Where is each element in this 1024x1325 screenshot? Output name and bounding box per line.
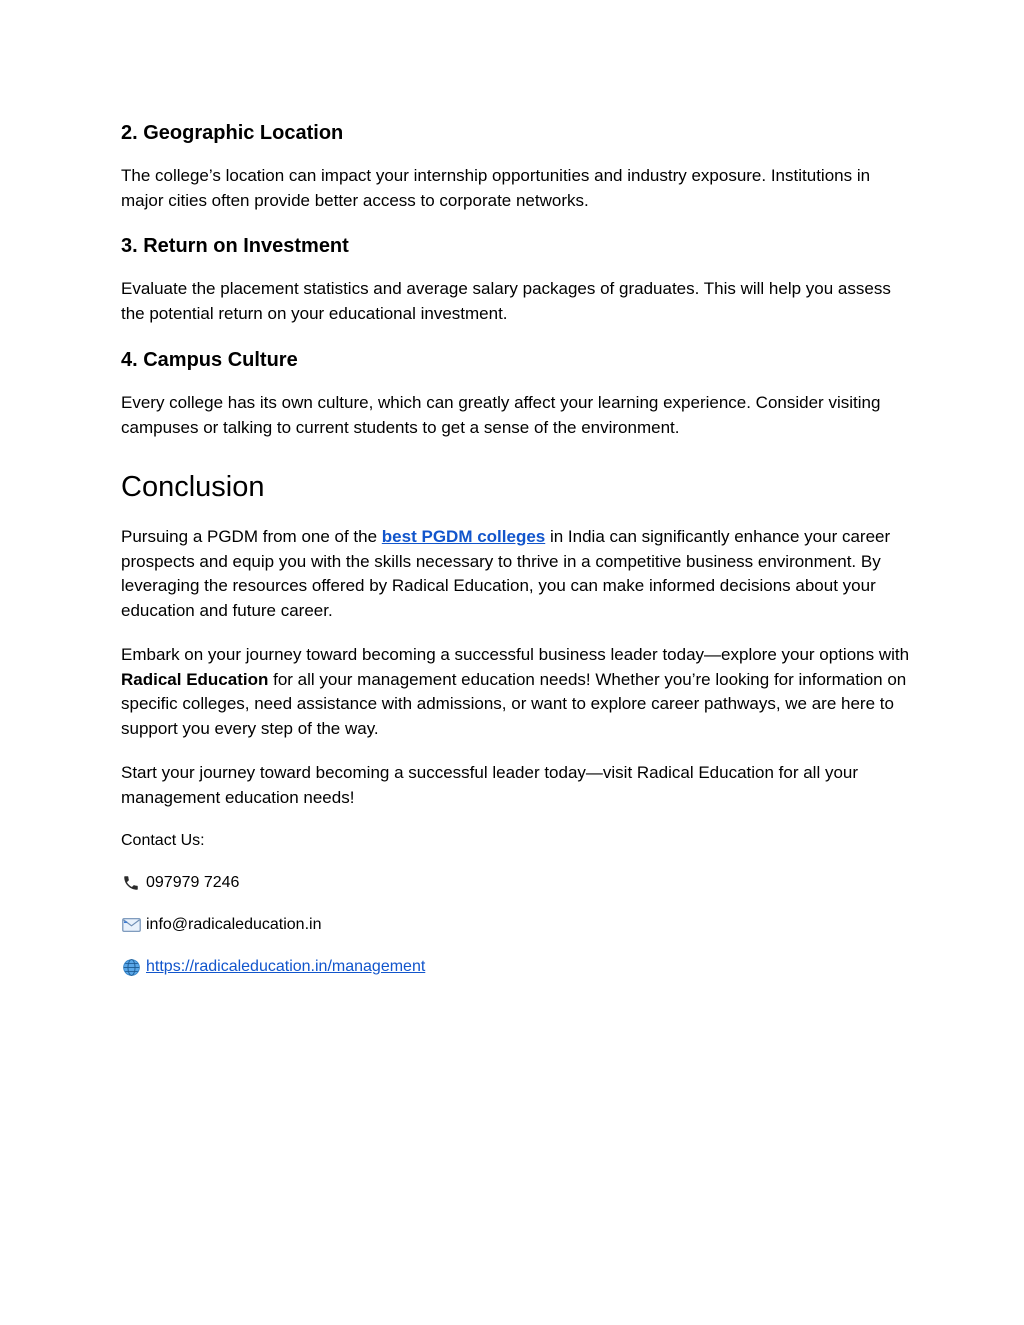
- conclusion-p2-text-before: Embark on your journey toward becoming a successful business leader today—explore your options with: [121, 645, 910, 664]
- contact-website-row: [121, 956, 911, 978]
- contact-email: info@radicaleducation.in: [146, 916, 322, 933]
- section-heading-geographic-location: 2. Geographic Location: [121, 122, 344, 144]
- contact-phone-number: 097979 7246: [146, 874, 240, 891]
- conclusion-heading: Conclusion: [121, 471, 265, 503]
- website-link[interactable]: https://radicaleducation.in/management: [146, 958, 426, 975]
- email-icon: [121, 915, 141, 935]
- conclusion-p2-text-after: for all your management education needs! Whether you’re looking for information on specific colleges, need assistance with admissions, or want to explore career pathways, we are here to support you every step of the way.: [121, 669, 907, 738]
- contact-label: Contact Us:: [121, 832, 205, 849]
- contact-email-row: [121, 914, 911, 936]
- conclusion-paragraph-2: [121, 643, 911, 741]
- best-pgdm-colleges-link[interactable]: best PGDM colleges: [381, 527, 546, 546]
- section-body-campus-culture: Every college has its own culture, which can greatly affect your learning experience. Consider visiting campuses or talking to current students to get a sense of the environment.: [121, 393, 881, 437]
- phone-icon: [121, 873, 141, 893]
- section-heading-campus-culture: 4. Campus Culture: [121, 349, 298, 371]
- conclusion-p1-text-before: Pursuing a PGDM from one of the: [121, 527, 382, 546]
- radical-education-bold: Radical Education: [121, 669, 269, 689]
- section-heading-return-on-investment: 3. Return on Investment: [121, 235, 349, 257]
- section-body-geographic-location: The college’s location can impact your internship opportunities and industry exposure. Institutions in major cities often provide better access to corporate networks.: [121, 166, 871, 210]
- conclusion-p1-text-after: in India can significantly enhance your career prospects and equip you with the skills necessary to thrive in a competitive business environment. By leveraging the resources offered by Radical Education, you can make informed decisions about your education and future career.: [121, 527, 891, 620]
- contact-phone-row: [121, 872, 911, 894]
- globe-icon: [121, 957, 141, 977]
- conclusion-paragraph-1: [121, 525, 911, 623]
- section-body-return-on-investment: Evaluate the placement statistics and average salary packages of graduates. This will help you assess the potential return on your educational investment.: [121, 279, 891, 323]
- conclusion-paragraph-3: Start your journey toward becoming a successful leader today—visit Radical Education for all your management education needs!: [121, 763, 859, 807]
- document-content: [121, 118, 911, 978]
